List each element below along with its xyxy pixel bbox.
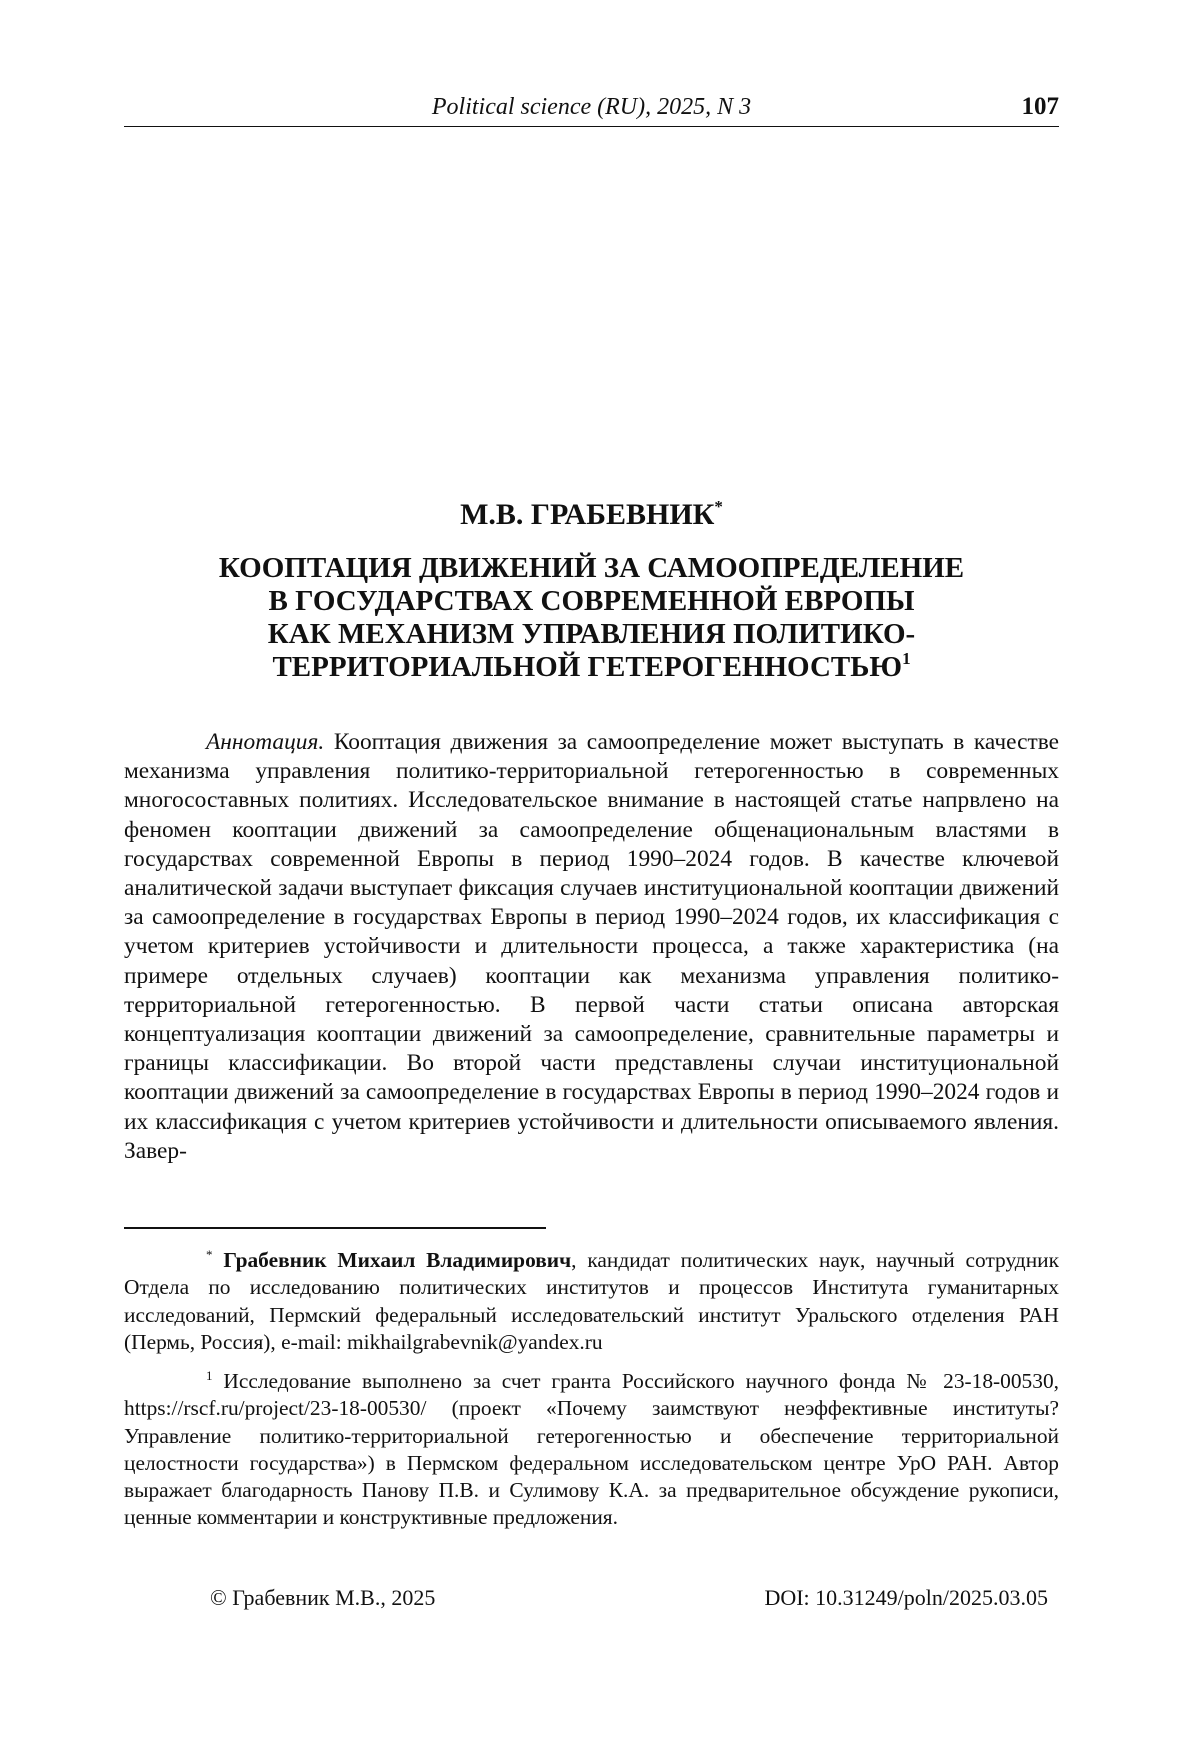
abstract-text: Кооптация движения за самоопределение может выступать в качестве механизма управления политико-территориальной гетерогенностью в современных многосоставных политиях. Исследовательское внимание в настоящей статье напрвлено на феномен кооптации движений за самоопределение общенациональным властями в государствах современной Европы в период 1990–2024 годов. В качестве ключевой аналитической задачи выступает фиксация случаев институциональной кооптации движений за самоопределение в государствах Европы в период 1990–2024 годов, их классификация с учетом критериев устойчивости и длительности процесса, а также характеристика (на примере отдельных случаев) кооптации как механизма управления политико-территориальной гетерогенностью. В первой части статьи описана авторская концептуализация кооптации движений за самоопределение, сравнительные параметры и границы классификации. Во второй части представлены случаи институциональной кооптации движений за самоопределение в государствах Европы в период 1990–2024 годов и их классификация с учетом критериев устойчивости и длительности описываемого явления. Завер- — [124, 729, 1059, 1164]
title-line-last — [124, 651, 1059, 684]
copyright-notice: © Грабевник М.В., 2025 — [210, 1585, 436, 1610]
abstract-label: Аннотация. — [206, 729, 325, 755]
author-footnote-marker-label: * — [206, 1247, 213, 1262]
doi-identifier[interactable]: DOI: 10.31249/poln/2025.03.05 — [764, 1585, 1048, 1610]
running-header — [124, 92, 1059, 127]
grant-footnote — [124, 1368, 1059, 1532]
page-number: 107 — [1021, 93, 1059, 120]
author-footnote-marker[interactable]: * — [714, 497, 723, 516]
title-line-text: ТЕРРИТОРИАЛЬНОЙ ГЕТЕРОГЕННОСТЬЮ — [272, 651, 903, 683]
journal-reference: Political science (RU), 2025, N 3 — [431, 94, 752, 120]
author-name-text: М.В. ГРАБЕВНИК — [460, 498, 715, 531]
title-line: КООПТАЦИЯ ДВИЖЕНИЙ ЗА САМООПРЕДЕЛЕНИЕ — [218, 552, 965, 584]
article-title — [124, 552, 1059, 684]
author-footnote-text: , кандидат политических наук, научный сотрудник Отдела по исследованию политических институтов и процессов Института гуманитарных исследований, Пермский федеральный исследовательский институт Уральского отделения РАН (Пермь, Россия), e-mail: mikhailgrabevnik@yandex.ru — [124, 1248, 1059, 1354]
author-full-name: Грабевник Михаил Владимирович — [223, 1248, 572, 1272]
author-name — [124, 496, 1059, 534]
footnote-separator — [124, 1227, 546, 1229]
abstract — [124, 728, 1059, 1166]
title-line: КАК МЕХАНИЗМ УПРАВЛЕНИЯ ПОЛИТИКО- — [267, 618, 916, 650]
author-footnote — [124, 1247, 1059, 1356]
title-line: В ГОСУДАРСТВАХ СОВРЕМЕННОЙ ЕВРОПЫ — [268, 585, 915, 617]
grant-footnote-text: Исследование выполнено за счет гранта Российского научного фонда № 23-18-00530, https://rscf.ru/project/23-18-00530/ (проект «Почему заимствуют неэффективные институты? Управление политико-территориальной гетерогенностью и обеспечение территориальной целостности государства») в Пермском федеральном исследовательском центре УрО РАН. Автор выражает благодарность Панову П.В. и Сулимову К.А. за предварительное обсуждение рукописи, ценные комментарии и конструктивные предложения. — [124, 1369, 1059, 1530]
grant-footnote-marker-label: 1 — [206, 1368, 213, 1383]
title-footnote-marker[interactable]: 1 — [902, 649, 911, 668]
